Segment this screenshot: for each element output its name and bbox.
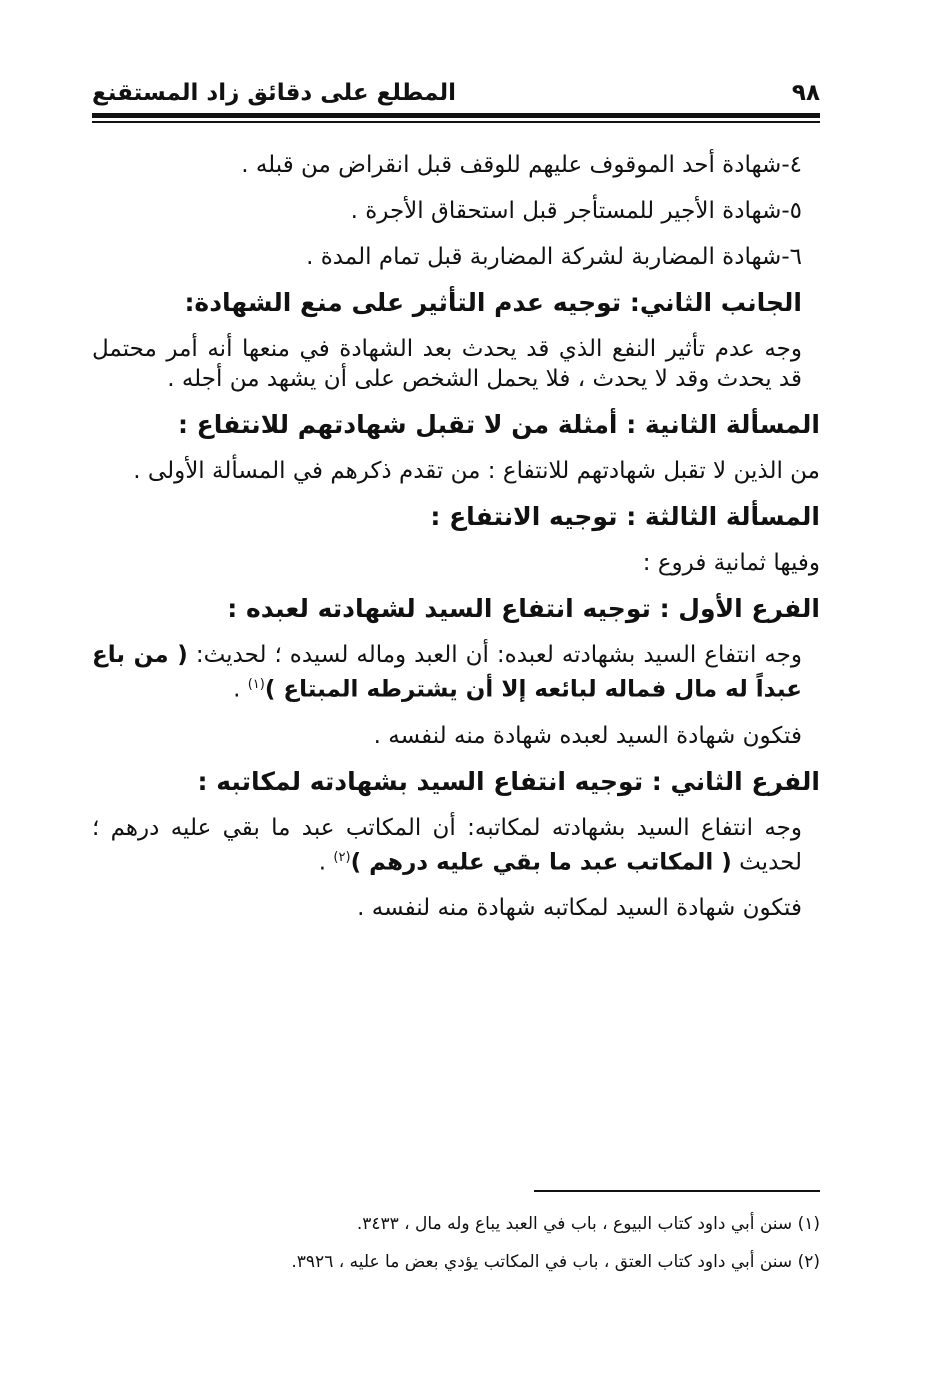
running-title: المطلع على دقائق زاد المستقنع xyxy=(92,80,457,106)
branch2-text: وجه انتفاع السيد بشهادته لمكاتبه: أن المكاتب عبد ما بقي عليه درهم ؛ لحديث xyxy=(92,814,802,876)
question2-paragraph: من الذين لا تقبل شهادتهم للانتفاع : من تقدم ذكرهم في المسألة الأولى . xyxy=(133,458,820,484)
branch1-paragraph xyxy=(92,640,820,705)
list-item-4: ٤-شهادة أحد الموقوف عليهم للوقف قبل انقراض من قبله . xyxy=(241,152,802,178)
header-rule-thin xyxy=(92,121,820,123)
list-item-6: ٦-شهادة المضاربة لشركة المضاربة قبل تمام المدة . xyxy=(306,244,802,270)
branch1-end: . xyxy=(233,676,248,703)
branch1-heading: الفرع الأول : توجيه انتفاع السيد لشهادته لعبده : xyxy=(227,594,820,623)
page-number: ٩٨ xyxy=(791,80,820,106)
question3-intro: وفيها ثمانية فروع : xyxy=(642,550,820,576)
page-header xyxy=(92,80,820,114)
branch2-end: . xyxy=(318,849,334,876)
footnote-1: (١) سنن أبي داود كتاب البيوع ، باب في العبد يباع وله مال ، ٣٤٣٣. xyxy=(356,1214,820,1234)
branch2-hadith: ( المكاتب عبد ما بقي عليه درهم ) xyxy=(350,849,732,876)
branch1-conclusion: فتكون شهادة السيد لعبده شهادة منه لنفسه . xyxy=(373,722,802,749)
footnote-ref-1[interactable]: (١) xyxy=(247,677,265,692)
question2-heading: المسألة الثانية : أمثلة من لا تقبل شهادتهم للانتفاع : xyxy=(177,410,820,439)
branch1-text: وجه انتفاع السيد بشهادته لعبده: أن العبد وماله لسيده ؛ لحديث: xyxy=(187,642,802,668)
footnote-separator xyxy=(534,1190,820,1192)
side2-heading: الجانب الثاني: توجيه عدم التأثير على منع الشهادة: xyxy=(184,288,802,317)
branch2-paragraph xyxy=(92,813,820,878)
header-rule-thick xyxy=(92,113,820,118)
question3-heading: المسألة الثالثة : توجيه الانتفاع : xyxy=(430,502,820,531)
footnote-ref-2[interactable]: (٢) xyxy=(333,849,351,865)
branch1-hadith: ( من باع عبداً له مال فماله لبائعه إلا أن يشترطه المبتاع ) xyxy=(92,642,802,703)
branch2-conclusion: فتكون شهادة السيد لمكاتبه شهادة منه لنفسه . xyxy=(357,895,802,922)
list-item-5: ٥-شهادة الأجير للمستأجر قبل استحقاق الأجرة . xyxy=(350,198,802,224)
side2-paragraph: وجه عدم تأثير النفع الذي قد يحدث بعد الشهادة في منعها أنه أمر محتمل قد يحدث وقد لا يحدث ، فلا يحمل الشخص على أن يشهد من أجله . xyxy=(92,336,802,392)
footnotes xyxy=(92,1212,820,1288)
footnote-2: (٢) سنن أبي داود كتاب العتق ، باب في المكاتب يؤدي بعض ما عليه ، ٣٩٢٦. xyxy=(291,1252,820,1272)
main-text xyxy=(92,150,820,939)
branch2-heading: الفرع الثاني : توجيه انتفاع السيد بشهادته لمكاتبه : xyxy=(197,766,820,796)
